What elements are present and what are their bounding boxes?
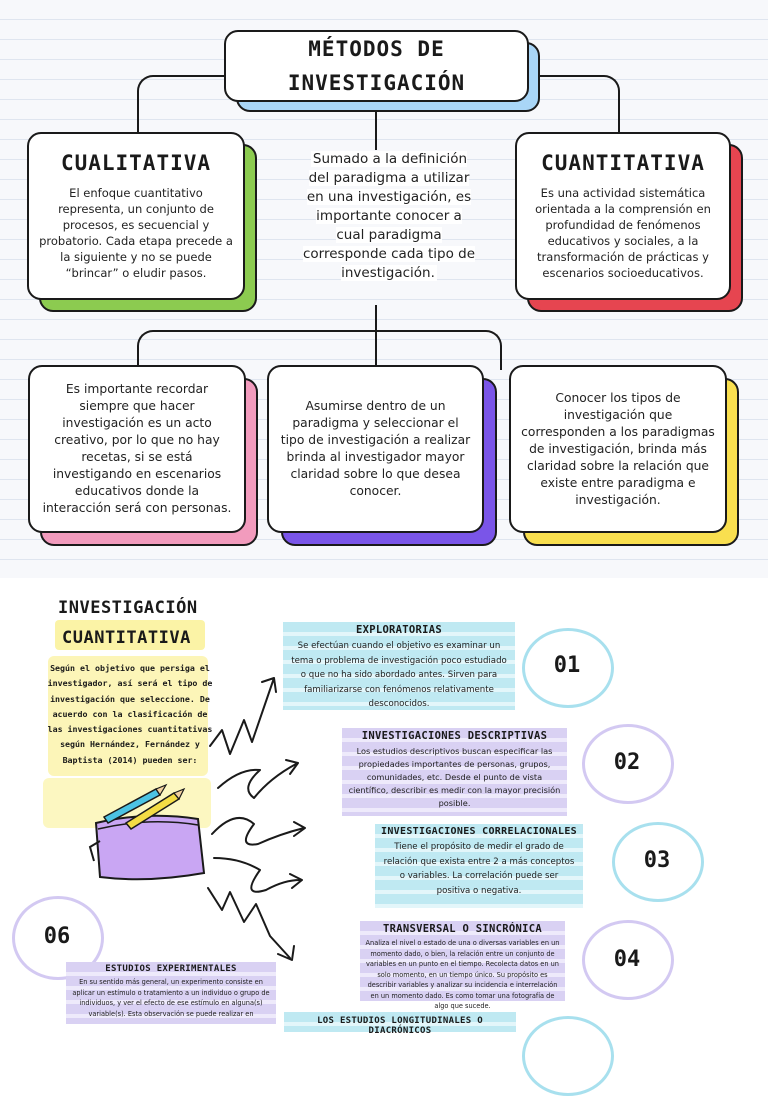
block-correlacionales bbox=[375, 824, 583, 908]
block-title: INVESTIGACIONES DESCRIPTIVAS bbox=[361, 730, 548, 742]
note-card-1 bbox=[28, 365, 260, 547]
cualitativa-text: El enfoque cuantitativo representa, un conjunto de procesos, es secuencial y probatorio. Cada etapa precede a la siguiente y no se puede “brincar” o eludir pasos. bbox=[39, 186, 233, 280]
note-card-2-text: Asumirse dentro de un paradigma y seleccionar el tipo de investigación a realizar brinda al investigador mayor claridad sobre lo que desea conocer. bbox=[280, 399, 471, 498]
connector-line bbox=[137, 75, 225, 135]
block-text: Se efectúan cuando el objetivo es examinar un tema o problema de investigación poco estudiado o que no ha sido abordado antes. Sirven para familiarizarse con fenómenos relativamente desconocidos. bbox=[291, 641, 507, 709]
block-number: 04 bbox=[613, 947, 641, 972]
main-title-line1: MÉTODOS DE bbox=[308, 37, 445, 61]
infographic bbox=[0, 578, 768, 1036]
curly-arrow-icon bbox=[218, 760, 298, 798]
note-card-3-text: Conocer los tipos de investigación que corresponden a los paradigmas de investigación, brinda más claridad sobre la relación que existe entre paradigma e investigación. bbox=[521, 390, 715, 507]
pencil-case-illustration bbox=[86, 783, 216, 898]
block-transversal bbox=[360, 921, 565, 1010]
section-title-line1: INVESTIGACIÓN bbox=[58, 598, 198, 618]
card-face bbox=[224, 30, 529, 102]
curly-arrow-icon bbox=[212, 818, 305, 845]
block-longitudinales bbox=[284, 1012, 516, 1036]
cuantitativa-card bbox=[515, 132, 745, 314]
note-card-3 bbox=[509, 365, 741, 547]
block-exploratorias bbox=[283, 622, 515, 710]
curly-arrow-icon bbox=[214, 858, 302, 892]
block-number: 02 bbox=[613, 750, 641, 775]
connector-line bbox=[137, 330, 502, 370]
center-note-text: Sumado a la definición del paradigma a utilizar en una investigación, es importante conocer a cual paradigma corresponde cada tipo de investigación. bbox=[303, 151, 476, 281]
card-face bbox=[28, 365, 246, 533]
cuantitativa-title: CUANTITATIVA bbox=[541, 151, 705, 175]
block-number: 06 bbox=[43, 924, 71, 949]
block-title: TRANSVERSAL O SINCRÓNICA bbox=[383, 923, 542, 935]
note-card-2 bbox=[267, 365, 499, 547]
main-title-card bbox=[224, 30, 544, 116]
number-circle bbox=[522, 1016, 614, 1096]
cualitativa-title: CUALITATIVA bbox=[60, 151, 212, 175]
block-title: LOS ESTUDIOS LONGITUDINALES O DIACRÓNICOS bbox=[317, 1016, 483, 1036]
main-title-line2: INVESTIGACIÓN bbox=[287, 71, 466, 95]
block-number: 01 bbox=[553, 653, 581, 678]
block-title: EXPLORATORIAS bbox=[355, 624, 443, 636]
pencil-case-icon bbox=[90, 816, 204, 879]
block-text: Los estudios descriptivos buscan especificar las propiedades importantes de personas, grupos, comunidades, etc. Desde el punto de vista científico, describir es medir con la mayor precisión posible. bbox=[348, 746, 561, 808]
block-number: 03 bbox=[643, 848, 671, 873]
connector-line bbox=[375, 112, 377, 150]
block-text: En su sentido más general, un experimento consiste en aplicar un estímulo o tratamiento a un individuo o grupo de individuos, y ver el efecto de ese estímulo en alguna(s) variable(s). Esta observación se puede realizar en bbox=[72, 978, 270, 1018]
card-face bbox=[509, 365, 727, 533]
block-title: ESTUDIOS EXPERIMENTALES bbox=[105, 964, 237, 974]
zigzag-arrow-icon bbox=[208, 888, 294, 960]
card-face bbox=[515, 132, 731, 300]
note-card-1-text: Es importante recordar siempre que hacer investigación es un acto creativo, por lo que no hay recetas, si se está investigando en escenarios educativos donde la interacción será con personas. bbox=[42, 382, 232, 515]
block-title: INVESTIGACIONES CORRELACIONALES bbox=[381, 826, 577, 837]
card-face bbox=[27, 132, 245, 300]
block-experimentales bbox=[66, 962, 276, 1024]
intro-text: Según el objetivo que persiga el investigador, así será el tipo de investigación que seleccione. De acuerdo con la clasificación de las investigaciones cuantitativas según Hernández, Fernández y Baptista (2014) pueden ser: bbox=[47, 663, 213, 765]
block-descriptivas bbox=[342, 728, 567, 816]
block-text: Analiza el nivel o estado de una o diversas variables en un momento dado, o bien, la relación entre un conjunto de variables en un punto en el tiempo. Recolecta datos en un solo momento, en un tiempo único. Su propósito es describir variables y analizar su incidencia e interrelación en un momento dado. Es como tomar una fotografía de algo que sucede. bbox=[365, 939, 560, 1010]
zigzag-arrow-icon bbox=[210, 678, 276, 754]
section-title-line2: CUANTITATIVA bbox=[62, 628, 191, 648]
block-text: Tiene el propósito de medir el grado de relación que exista entre 2 a más conceptos o variables. La correlación puede ser positiva o negativa. bbox=[383, 842, 575, 896]
card-face bbox=[267, 365, 484, 533]
cuantitativa-text: Es una actividad sistemática orientada a la comprensión en profundidad de fenómenos educativos y sociales, a la transformación de prácticas y escenarios socioeducativos. bbox=[535, 186, 711, 280]
center-note bbox=[303, 150, 475, 283]
cualitativa-card bbox=[27, 132, 259, 314]
